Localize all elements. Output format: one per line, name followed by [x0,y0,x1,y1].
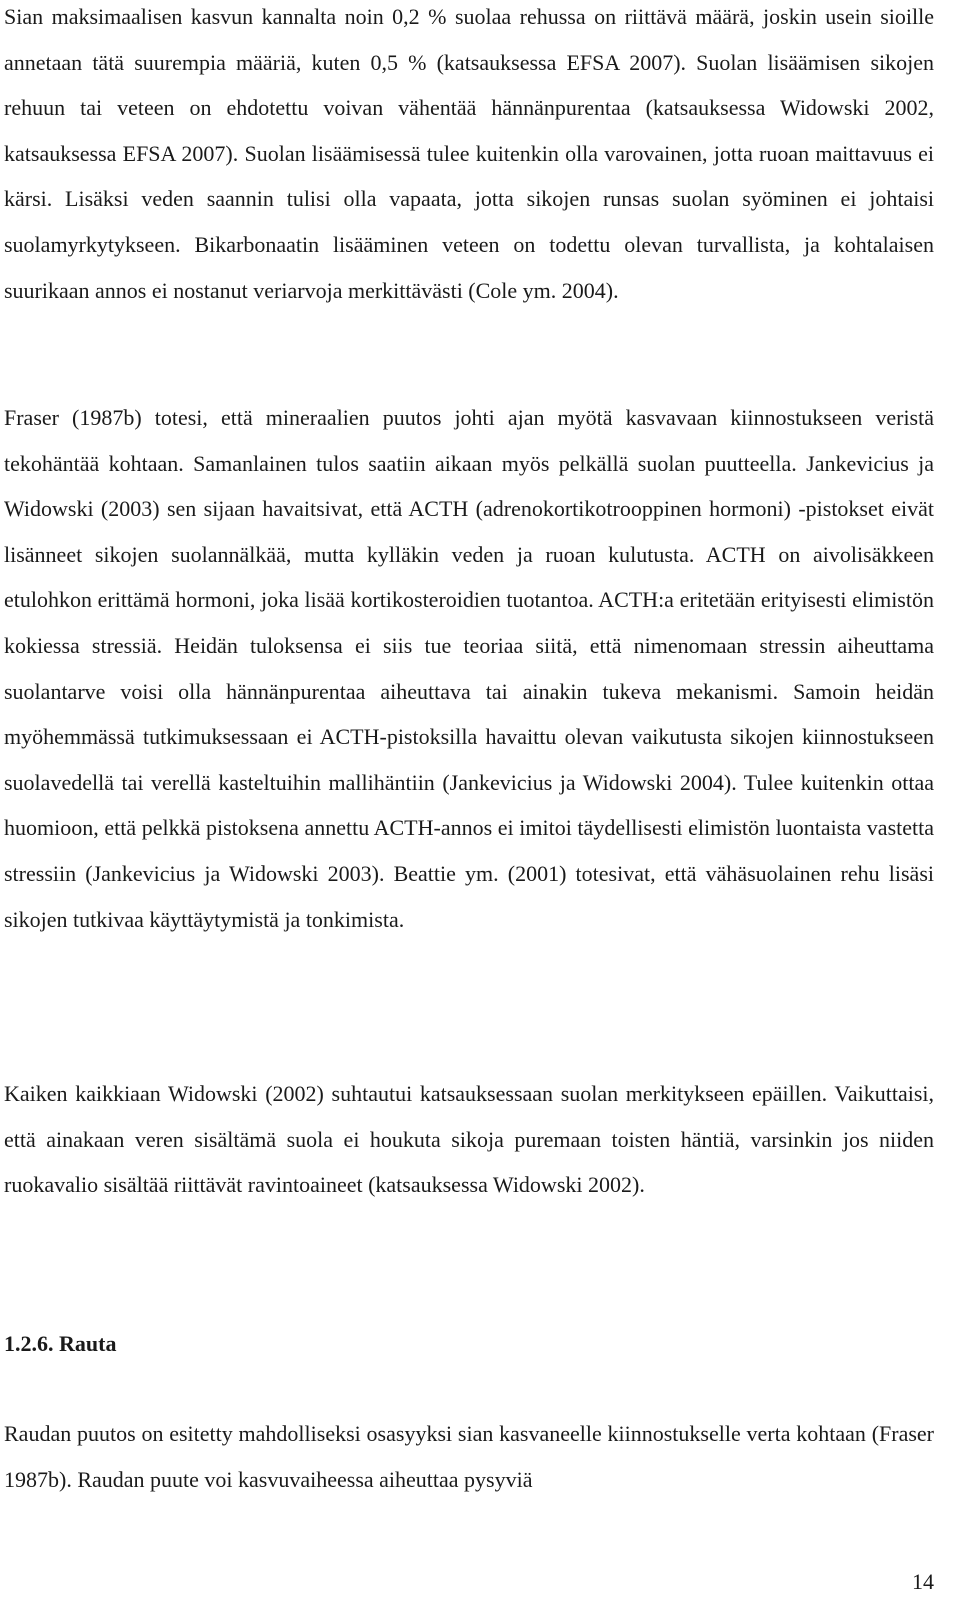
paragraph-salt-intake: Sian maksimaalisen kasvun kannalta noin 0,2 % suolaa rehussa on riittävä määrä, joskin usein sioille annetaan tätä suurempia määriä, kuten 0,5 % (katsauksessa EFSA 2007). Suolan lisäämisen sikojen rehuun tai veteen on ehdotettu voivan vähentää hännänpurentaa (katsauksessa Widowski 2002, katsauksessa EFSA 2007). Suolan lisäämisessä tulee kuitenkin olla varovainen, jotta ruoan maittavuus ei kärsi. Lisäksi veden saannin tulisi olla vapaata, jotta sikojen runsas suolan syöminen ei johtaisi suolamyrkytykseen. Bikarbonaatin lisääminen veteen on todettu olevan turvallista, ja kohtalaisen suurikaan annos ei nostanut veriarvoja merkittävästi (Cole ym. 2004). [4,4,934,303]
paragraph-mineral-deficiency: Fraser (1987b) totesi, että mineraalien puutos johti ajan myötä kasvavaan kiinnostukseen veristä tekohäntää kohtaan. Samanlainen tulos saatiin aikaan myös pelkällä suolan puutteella. Jankevicius ja Widowski (2003) sen sijaan havaitsivat, että ACTH (adrenokortikotrooppinen hormoni) -pistokset eivät lisänneet sikojen suolannälkää, mutta kylläkin veden ja ruoan kulutusta. ACTH on aivolisäkkeen etulohkon erittämä hormoni, joka lisää kortikosteroidien tuotantoa. ACTH:a eritetään erityisesti elimistön kokiessa stressiä. Heidän tuloksensa ei siis tue teoriaa siitä, että nimenomaan stressin aiheuttama suolantarve voisi olla hännänpurentaa aiheuttava tai ainakin tukeva mekanismi. Samoin heidän myöhemmässä tutkimuksessaan ei ACTH-pistoksilla havaittu olevan vaikutusta sikojen kiinnostukseen suolavedellä tai verellä kasteltuihin mallihäntiin (Jankevicius ja Widowski 2004). Tulee kuitenkin ottaa huomioon, että pelkkä pistoksena annettu ACTH-annos ei imitoi täydellisesti elimistön luontaista vastetta stressiin (Jankevicius ja Widowski 2003). Beattie ym. (2001) totesivat, että vähäsuolainen rehu lisäsi sikojen tutkivaa käyttäytymistä ja tonkimista. [4,405,934,932]
page-number: 14 [912,1569,934,1594]
section-heading: 1.2.6. Rauta [4,1331,117,1356]
paragraph-iron: Raudan puutos on esitetty mahdolliseksi osasyyksi sian kasvaneelle kiinnostukselle verta kohtaan (Fraser 1987b). Raudan puute voi kasvuvaiheessa aiheuttaa pysyviä [4,1421,934,1492]
paragraph-salt-summary: Kaiken kaikkiaan Widowski (2002) suhtautui katsauksessaan suolan merkitykseen epäillen. Vaikuttaisi, että ainakaan veren sisältämä suola ei houkuta sikoja puremaan toisten häntiä, varsinkin jos niiden ruokavalio sisältää riittävät ravintoaineet (katsauksessa Widowski 2002). [4,1081,934,1198]
